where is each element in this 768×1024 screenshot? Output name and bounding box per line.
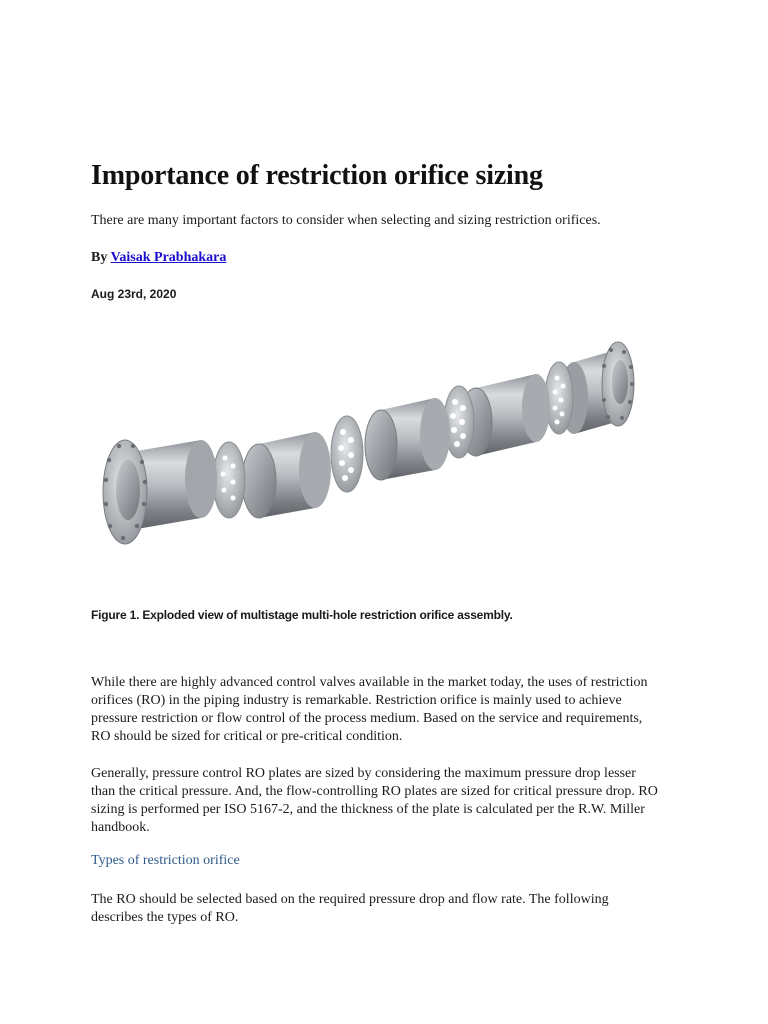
section-heading-types: Types of restriction orifice <box>91 853 240 868</box>
paragraph-2: Generally, pressure control RO plates are sized by considering the maximum pressure drop lesser than the critical pressure. And, the flow-controlling RO plates are sized for critical pressure drop. RO sizing is performed per ISO 5167-2, and the thickness of the plate is calculated per the R.W. Miller handbook. <box>91 766 658 835</box>
author-link[interactable]: Vaisak Prabhakara <box>110 250 227 265</box>
spool-2 <box>365 398 450 480</box>
figure-exploded-view <box>91 322 681 562</box>
spool-1 <box>242 432 331 518</box>
orifice-plate-1 <box>213 442 245 518</box>
byline <box>91 250 226 266</box>
orifice-assembly-illustration <box>91 322 681 562</box>
orifice-plate-2 <box>331 416 363 492</box>
publish-date: Aug 23rd, 2020 <box>91 287 177 301</box>
paragraph-3: The RO should be selected based on the required pressure drop and flow rate. The following describes the types of RO. <box>91 892 609 925</box>
figure-caption: Figure 1. Exploded view of multistage multi-hole restriction orifice assembly. <box>91 608 513 622</box>
article-subtitle: There are many important factors to consider when selecting and sizing restriction orifices. <box>91 213 601 228</box>
paragraph-1: While there are highly advanced control valves available in the market today, the uses of restriction orifices (RO) in the piping industry is remarkable. Restriction orifice is mainly used to achieve pressure restriction or flow control of the process medium. Based on the service and requirements, RO should be sized for critical or pre-critical condition. <box>91 675 648 744</box>
byline-prefix: By <box>91 250 111 265</box>
page-title: Importance of restriction orifice sizing <box>91 160 543 191</box>
